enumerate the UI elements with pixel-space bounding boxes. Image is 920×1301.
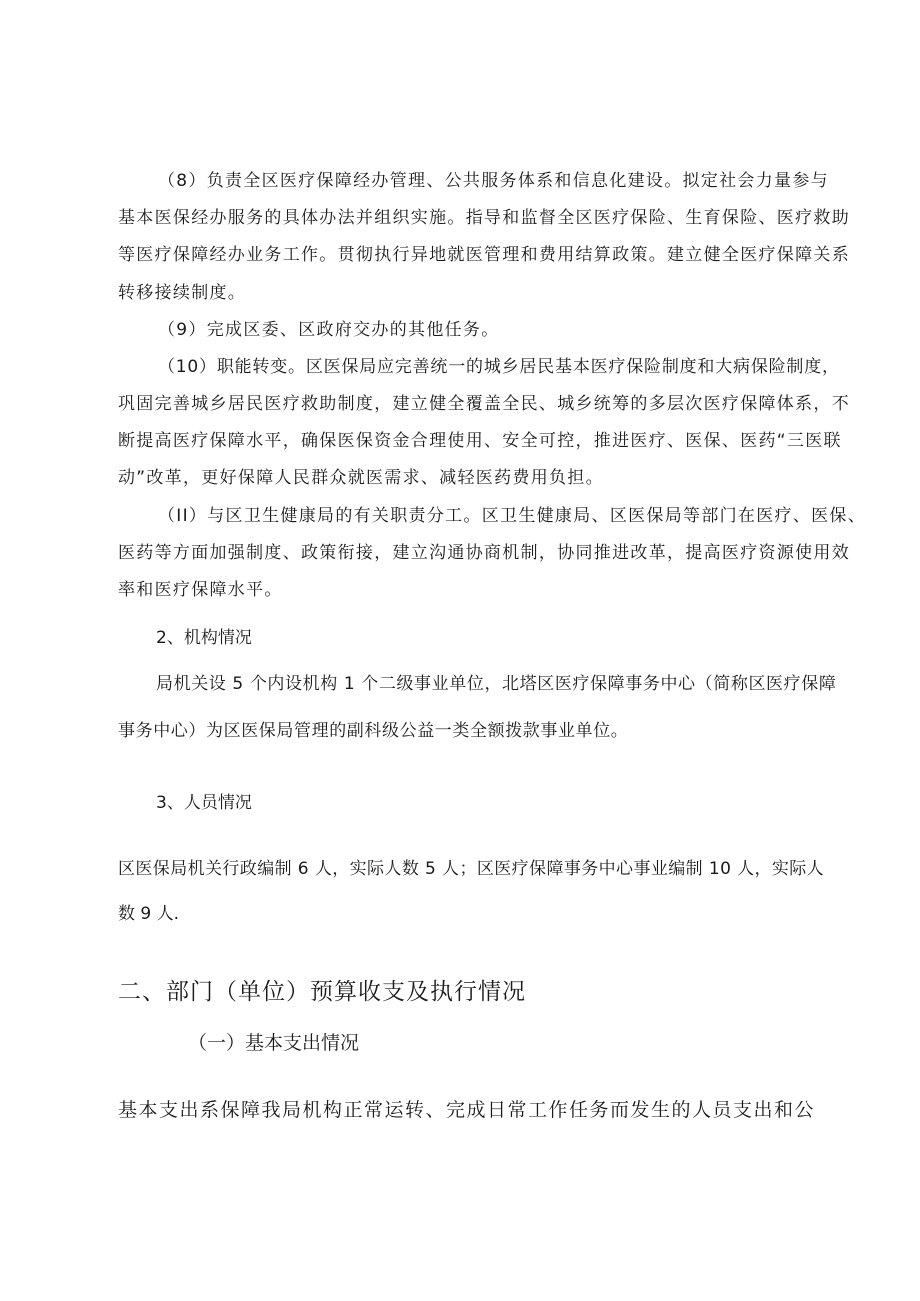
sub-section-title: （一）基本支出情况 xyxy=(188,1032,360,1054)
para-10-line-3: 断提高医疗保障水平，确保医保资金合理使用、安全可控，推进医疗、医保、医药“三医联 xyxy=(118,431,842,451)
para-10-line-1: （10）职能转变。区医保局应完善统一的城乡居民基本医疗保险制度和大病保险制度， xyxy=(158,357,840,377)
basic-expenditure-line: 基本支出系保障我局机构正常运转、完成日常工作任务而发生的人员支出和公 xyxy=(118,1099,816,1121)
para-10-line-2: 巩固完善城乡居民医疗救助制度，建立健全覆盖全民、城乡统筹的多层次医疗保障体系，不 xyxy=(118,394,850,414)
section-3-body-line-2: 数 9 人. xyxy=(118,904,180,924)
para-9: （9）完成区委、区政府交办的其他任务。 xyxy=(158,320,500,340)
section-2-body-line-2: 事务中心）为区医保局管理的副科级公益一类全额拨款事业单位。 xyxy=(118,721,629,741)
section-3-title: 3、人员情况 xyxy=(156,793,252,813)
section-2-body-line-1: 局机关设 5 个内设机构 1 个二级事业单位，北塔区医疗保障事务中心（简称区医疗保障 xyxy=(156,674,837,694)
section-2-title: 2、机构情况 xyxy=(156,628,252,648)
para-8-line-4: 转移接续制度。 xyxy=(118,283,247,303)
para-11-line-3: 率和医疗保障水平。 xyxy=(118,580,283,600)
para-10-line-4: 动”改革，更好保障人民群众就医需求、减轻医药费用负担。 xyxy=(118,468,604,488)
para-8-line-2: 基本医保经办服务的具体办法并组织实施。指导和监督全区医疗保险、生育保险、医疗救助 xyxy=(118,208,850,228)
para-11-line-2: 医药等方面加强制度、政策衔接，建立沟通协商机制，协同推进改革，提高医疗资源使用效 xyxy=(118,543,850,563)
para-8-line-1: （8）负责全区医疗保障经办管理、公共服务体系和信息化建设。拟定社会力量参与 xyxy=(158,171,829,191)
chapter-title: 二、部门（单位）预算收支及执行情况 xyxy=(118,979,526,1005)
para-11-line-1: （II）与区卫生健康局的有关职责分工。区卫生健康局、区医保局等部门在医疗、医保、 xyxy=(158,506,867,526)
para-8-line-3: 等医疗保障经办业务工作。贯彻执行异地就医管理和费用结算政策。建立健全医疗保障关系 xyxy=(118,245,850,265)
section-3-body-line-1: 区医保局机关行政编制 6 人，实际人数 5 人；区医疗保障事务中心事业编制 10 人，实际人 xyxy=(118,859,825,879)
